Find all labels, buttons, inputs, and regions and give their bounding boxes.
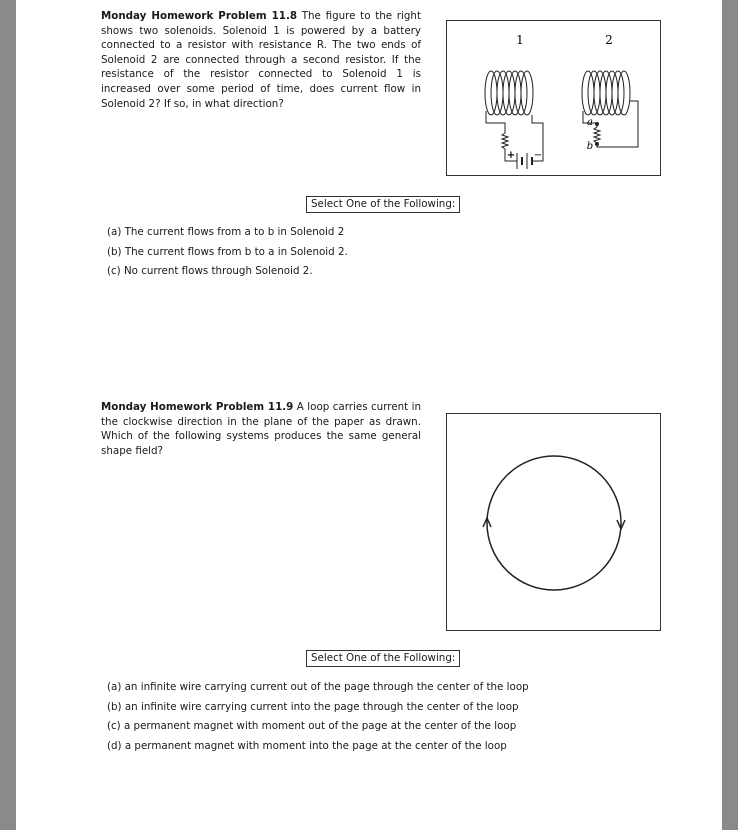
problem-11-9-options [107,678,529,756]
option-b[interactable]: (b) an infinite wire carrying current into the page through the center of the loop [107,700,519,713]
battery-minus-label: − [533,150,543,161]
current-loop-diagram [447,414,660,630]
solenoid-diagram [447,21,660,175]
select-one-label: Select One of the Following: [306,650,460,667]
current-loop [487,456,621,590]
option-c[interactable]: (c) No current flows through Solenoid 2. [107,265,313,277]
problem-11-8-title: Monday Homework Problem 11.8 [101,10,298,22]
problem-11-9-title: Monday Homework Problem 11.9 [101,401,294,413]
point-a-dot [596,123,599,126]
solenoid-1-label: 1 [516,33,524,47]
problem-11-8-options [107,223,348,282]
resistor-r-icon [502,133,508,149]
problem-11-9-text [101,400,421,458]
problem-11-9-body: A loop carries current in the clockwise direction in the plane of the paper as drawn. Which of the following systems produces the same general shape field? [101,401,421,457]
problem-11-8-text [101,9,421,111]
option-a[interactable]: (a) an infinite wire carrying current out of the page through the center of the loop [107,681,529,693]
select-one-label: Select One of the Following: [306,196,460,213]
option-c[interactable]: (c) a permanent magnet with moment out of the page at the center of the loop [107,720,517,732]
problem-11-8-body: The figure to the right shows two solenoids. Solenoid 1 is powered by a battery connected to a resistor with resistance R. The two ends of Solenoid 2 are connected through a second resistor. If the resistance of the resistor connected to Solenoid 1 is increased over some period of time, does current flow in Solenoid 2? If so, in what direction? [101,10,421,110]
resistor-2-icon [594,127,600,143]
point-b-label: b [586,141,594,152]
point-b-dot [596,143,599,146]
option-d[interactable]: (d) a permanent magnet with moment into the page at the center of the loop [107,739,507,752]
option-b[interactable]: (b) The current flows from b to a in Solenoid 2. [107,245,348,258]
solenoid-figure [446,20,661,176]
battery-plus-label: + [506,150,516,161]
document-page [16,0,722,830]
point-a-label: a [587,117,593,128]
circuit-2-wire [597,101,638,147]
current-loop-figure [446,413,661,631]
solenoid-2-label: 2 [605,33,613,47]
option-a[interactable]: (a) The current flows from a to b in Solenoid 2 [107,226,345,238]
